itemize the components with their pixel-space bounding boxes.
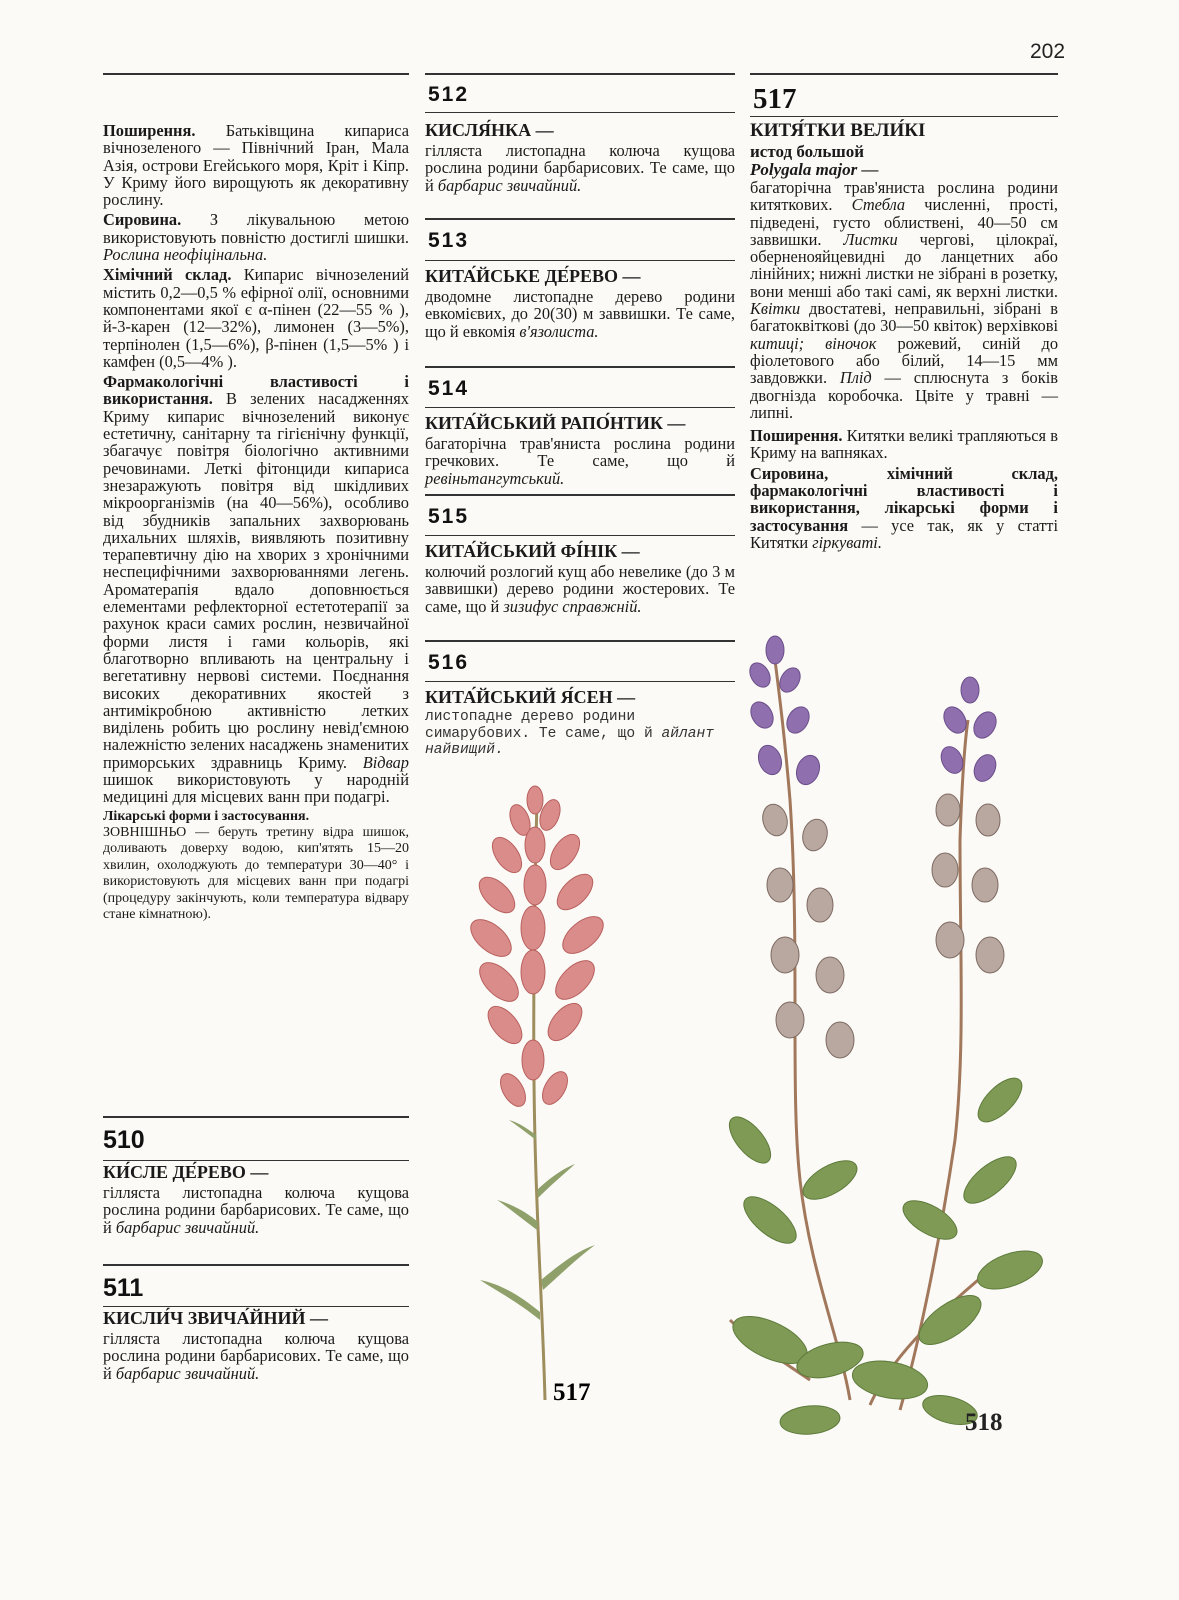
entry-title: КИТА́ЙСЬКИЙ Я́СЕН — — [425, 687, 636, 707]
entry-515-body — [425, 541, 735, 618]
entry-description: дводомне листопадне дерево родини евкомієвих, до 20(30) м заввишки. Те саме, що й евкомія — [425, 287, 735, 341]
entry-512-number: 512 — [428, 83, 470, 106]
entry-514-number: 514 — [428, 377, 470, 400]
text-syrovyna-517-italic: гіркуваті. — [812, 532, 882, 552]
desc-part: чергові, цілокраї, оберненояйцевидні до ланцетних або лінійних; нижні листки не зібрані в розетку, вони менші або такі самі, як верхні листки. — [750, 229, 1058, 301]
entry-515-number: 515 — [428, 505, 470, 528]
rule-514 — [425, 366, 735, 368]
rule-510-under — [103, 1160, 409, 1161]
text-farmakolohichni: В зелених насадженнях Криму кипарис вічнозелений виконує естетичну, санітарну та гігієнічну функції, збагачує повітря біологічно активними речовинами. Леткі фітонциди кипариса знезаражують повітря від шкідливих мікроорганізмів (на 40—56%), особливо від збудників запальних захворювань дихальних шляхів, виявляють позитивну терапевтичну дію на хворих з хронічними неспецифічними захворюваннями легень. Ароматерапія вдало доповнюється елементами рефлекторної естетотерапії за рахунок краси самих рослин, незвичайної форми листя і гами кольорів, які благотворно впливають на центральну і вегетативну нервові системи. Поєднання високих декоративних якостей з антимікробною активністю летких виділень робить цю рослину невід'ємною належністю зелених насаджень знаменитих приморських здравниць Криму. — [103, 389, 409, 772]
paragraph-poshyrennia — [103, 122, 409, 208]
entry-title: КИТА́ЙСЬКЕ ДЕ́РЕВО — — [425, 266, 641, 286]
entry-513-number: 513 — [428, 229, 470, 252]
rule-col1-top — [103, 73, 409, 75]
entry-number: 511 — [103, 1274, 144, 1302]
rule-510 — [103, 1116, 409, 1118]
rule-511 — [103, 1264, 409, 1266]
plate-label-518: 518 — [965, 1409, 1003, 1436]
entry-reference: зизифус справжній. — [503, 596, 642, 616]
entry-text — [425, 563, 735, 615]
rule-516 — [425, 640, 735, 642]
entry-516-body — [425, 687, 735, 762]
entry-russian-name: истод большой — [750, 142, 865, 161]
entry-number: 510 — [103, 1126, 145, 1154]
text-syrovyna-517: — усе так, як у статті Китятки — [750, 515, 1058, 552]
desc-part: — сплюснута з боків двогнізда коробочка. Цвіте у травні — липні. — [750, 368, 1058, 422]
paragraph-khimichnyi-sklad — [103, 266, 409, 370]
entry-511 — [103, 1274, 409, 1303]
entry-description: гілляста листопадна колюча кущова рослина родини барбарисових. Те саме, що й — [103, 1183, 409, 1237]
label-likarski-formy: Лікарські форми і застосування. — [103, 808, 310, 824]
rule-515 — [425, 494, 735, 496]
paragraph-likarski-formy — [103, 809, 409, 924]
label-syrovyna-517: Сировина, хімічний склад, фармакологічні властивості і використання, лікарські форми і застосування — [750, 463, 1058, 535]
entry-title: КИТА́ЙСЬКИЙ ФІ́НІК — — [425, 541, 640, 561]
rule-col3-top — [750, 73, 1058, 75]
desc-part: двостатеві, неправильні, зібрані в багатоквіткові (до 30—50 квіток) верхівкові — [750, 299, 1058, 336]
entry-517-number: 517 — [753, 83, 797, 115]
rule-513-under — [425, 260, 735, 261]
entry-description: листопадне дерево родини симарубових. Те саме, що й — [425, 709, 662, 742]
entry-title: КИТЯ́ТКИ ВЕЛИ́КІ — [750, 120, 926, 141]
entry-reference: барбарис звичайний. — [115, 1363, 260, 1383]
text-poshyrennia: Батьківщина кипариса вічнозеленого — Північний Іран, Мала Азія, острови Егейського моря, Кріт і Кіпр. У Криму його вирощують як декоративну рослину. — [103, 121, 409, 210]
entry-text — [425, 288, 735, 340]
entry-description: багаторічна трав'яниста рослина родини гречкових. Те саме, що й — [425, 434, 735, 471]
entry-512-body — [425, 120, 735, 197]
entry-reference: барбарис звичайний. — [437, 175, 582, 195]
label-farmakolohichni: Фармакологічні властивості і використання. — [103, 372, 409, 409]
entry-text — [425, 435, 735, 487]
entry-517-body — [750, 121, 1058, 554]
entry-reference: айлант найвищий. — [425, 725, 715, 758]
entry-description: колючий розлогий кущ або невелике (до 3 м заввишки) дерево родини жостерових. Те саме, що й — [425, 562, 735, 616]
text-likarski-formy: ЗОВНІШНЬО — беруть третину відра шишок, доливають доверху водою, кип'ятять 15—20 хвилин, охолоджують до температури 30—40° і використовують для місцевих ванн при подагрі (процедуру закінчують, коли температура відвару стане кімнатною). — [103, 824, 409, 923]
label-khimichnyi-sklad: Хімічний склад. — [103, 265, 232, 285]
entry-text — [103, 1184, 409, 1236]
paragraph-farmakolohichni — [103, 373, 409, 805]
entry-description: гілляста листопадна колюча кущова рослина родини барбарисових. Те саме, що й — [103, 1329, 409, 1383]
desc-term: Квітки — [750, 299, 801, 319]
entry-text — [425, 142, 735, 194]
paragraph-poshyrennia-517 — [750, 427, 1058, 462]
entry-title: КИ́СЛЕ ДЕ́РЕВО — — [103, 1162, 269, 1182]
desc-term: Плід — [839, 368, 872, 388]
entry-latin-name: Polygala major — — [750, 160, 879, 179]
desc-part: рожевий, синій до фіолетового або білий, 14—15 мм завдовжки. — [750, 333, 1059, 388]
rule-515-under — [425, 535, 735, 536]
entry-description — [750, 179, 1058, 421]
rule-516-under — [425, 681, 735, 682]
entry-513-body — [425, 266, 735, 343]
entry-description: гілляста листопадна колюча кущова рослина родини барбарисових. Те саме, що й — [425, 141, 735, 195]
text-farmakolohichni-2: шишок використовують у народній медицині для місцевих ванн при подагрі. — [103, 769, 409, 807]
desc-term: китиці; віночок — [750, 333, 877, 353]
paragraph-syrovyna — [103, 211, 409, 263]
entry-text — [103, 1330, 409, 1382]
column-1 — [103, 122, 409, 926]
entry-title: КИТА́ЙСЬКИЙ РАПО́НТИК — — [425, 413, 686, 433]
label-poshyrennia-517: Поширення. — [750, 426, 843, 446]
text-poshyrennia-517: Китятки великі трапляються в Криму на вапняках. — [750, 426, 1058, 463]
rule-517-under — [750, 116, 1058, 117]
entry-511-body — [103, 1308, 409, 1385]
entry-reference: в'язолиста. — [519, 321, 599, 341]
entry-text — [425, 709, 735, 759]
plate-label-517: 517 — [553, 1379, 591, 1406]
desc-term: Листки — [843, 229, 898, 249]
page-number: 202 — [1030, 40, 1066, 63]
text-syrovyna-italic: Рослина неофіцінальна. — [103, 245, 268, 265]
entry-510 — [103, 1126, 409, 1155]
paragraph-syrovyna-517 — [750, 465, 1058, 551]
entry-reference: ревіньтангутський. — [425, 468, 565, 488]
text-farmakolohichni-italic: Відвар — [362, 752, 409, 772]
desc-term: Стебла — [851, 195, 906, 215]
rule-512-under — [425, 112, 735, 113]
entry-514-body — [425, 413, 735, 490]
text-khimichnyi-sklad: Кипарис вічнозелений містить 0,2—0,5 % ефірної олії, основними компонентами якої є α-пінен (22—55 % ), й-3-карен (12—32%), лимонен (3—5%), терпінолен (1,5—6%), β-пінен (1,5—5% ) і камфен (0,5—4% ). — [103, 265, 409, 371]
rule-col2-top — [425, 73, 735, 75]
rule-514-under — [425, 407, 735, 408]
violet-milkwort-illustration — [690, 620, 1090, 1460]
rule-513 — [425, 218, 735, 220]
desc-part: багаторічна трав'яниста рослина родини китяткових. — [750, 178, 1058, 215]
label-poshyrennia: Поширення. — [103, 121, 196, 140]
entry-516-number: 516 — [428, 651, 470, 674]
entry-title: КИСЛИ́Ч ЗВИЧА́ЙНИЙ — — [103, 1308, 328, 1328]
rule-511-under — [103, 1306, 409, 1307]
label-syrovyna: Сировина. — [103, 210, 182, 230]
text-syrovyna: З лікувальною метою використовують повністю достиглі шишки. — [103, 210, 409, 247]
entry-reference: барбарис звичайний. — [115, 1217, 260, 1237]
entry-title: КИСЛЯ́НКА — — [425, 120, 554, 140]
desc-part: численні, прості, підведені, густо облиствені, 40—50 см заввишки. — [750, 195, 1058, 249]
entry-510-body — [103, 1162, 409, 1239]
